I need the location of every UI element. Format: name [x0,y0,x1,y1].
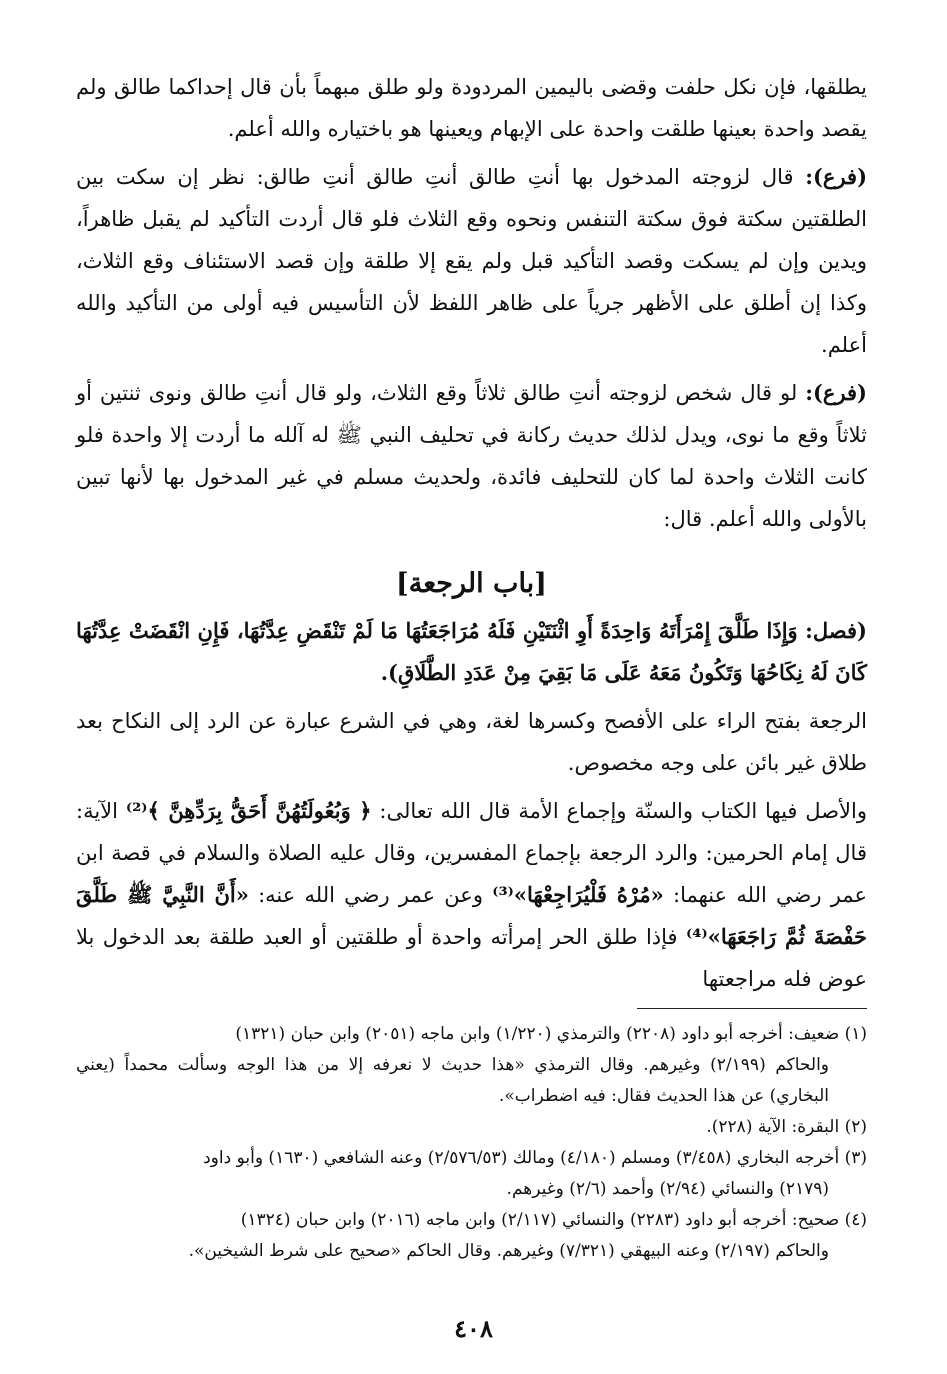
quran-verse: ﴿ وَبُعُولَتُهُنَّ أَحَقُّ بِرَدِّهِنَّ ﴾⁽²⁾ [125,798,372,823]
definition-text: الرجعة بفتح الراء على الأفصح وكسرها لغة، وهي في الشرع عبارة عن الرد إلى النكاح بعد طلاق غير بائن على وجه مخصوص. [76,709,867,775]
paragraph-1-text: يطلقها، فإن نكل حلفت وقضى باليمين المردودة ولو طلق مبهماً بأن قال إحداكما طالق ولم يقصد واحدة بعينها طلقت واحدة على الإبهام ويعينها هو باختياره والله أعلم. [76,75,867,141]
paragraph-far-1 [76,156,867,366]
paragraph-1 [76,66,867,150]
evidence-text-b: الآية: قال إمام الحرمين: والرد الرجعة بإجماع المفسرين، وقال عليه الصلاة والسلام في قصة ابن عمر رضي الله عنهما: [76,799,867,907]
footnote-2 [76,1112,867,1143]
footnote-line: (١) ضعيف: أخرجه أبو داود (٢٢٠٨) والترمذي (١/٢٢٠) وابن ماجه (٢٠٥١) وابن حبان (١٣٢١) [235,1024,867,1044]
footnote-continuation: والحاكم (٢/١٩٧) وعنه البيهقي (٧/٣٢١) وغيرهم. وقال الحاكم «صحيح على شرط الشيخين». [188,1241,829,1261]
hadith-quote-2: «أَنَّ النَّبِيَّ ﷺ طَلَّقَ حَفْصَةَ ثُمَّ رَاجَعَهَا»⁽⁴⁾ [76,882,867,949]
paragraph-far-2 [76,372,867,540]
footnote-4 [76,1205,867,1267]
footnote-continuation: (٢١٧٩) والنسائي (٢/٩٤) وأحمد (٢/٦) وغيرهم. [506,1179,829,1199]
footnote-line: (٢) البقرة: الآية (٢٢٨). [706,1117,867,1137]
far-text: لو قال شخص لزوجته أنتِ طالق ثلاثاً وقع الثلاث، ولو قال أنتِ طالق ونوى ثنتين أو ثلاثاً وقع ما نوى، ويدل لذلك حديث ركانة في تحليف النبي ﷺ له آلله ما أردت إلا واحدة فلو كانت الثلاث واحدة لما كان للتحليف فائدة، ولحديث مسلم في غير المدخول بها لأنها تبين بالأولى والله أعلم. قال: [76,381,867,531]
fasl-text: وَإِذَا طَلَّقَ إِمْرَأَتَهُ وَاحِدَةً أَوِ اثْنَتَيْنِ فَلَهُ مُرَاجَعَتُهَا مَا لَمْ تَنْقَضِ عِدَّتُهَا، فَإِنِ انْقَضَتْ عِدَّتُهَا كَانَ لَهُ نِكَاحُهَا وَتَكُونُ مَعَهُ عَلَى مَا بَقِيَ مِنْ عَدَدِ الطَّلَاقِ). [76,618,867,685]
paragraph-evidence [76,790,867,1000]
far-label: (فرع): [805,164,867,189]
far-text: قال لزوجته المدخول بها أنتِ طالق أنتِ طالق أنتِ طالق: نظر إن سكت بين الطلقتين سكتة فوق سكتة التنفس ونحوه وقع الثلاث فلو قال أردت التأكيد لم يقبل ظاهراً، ويدين وإن لم يسكت وقصد التأكيد قبل ولم يقع إلا طلقة وإن قصد الاستئناف وقع الثلاث، وكذا إن أطلق على الأظهر جرياً على ظاهر اللفظ لأن التأسيس فيه أولى من التأكيد والله أعلم. [76,165,867,357]
chapter-title: [باب الرجعة] [396,568,547,599]
footnote-1 [76,1019,867,1112]
far-label: (فرع): [805,380,867,405]
page-number: ٤٠٨ [454,1314,493,1343]
footnote-divider [637,1008,867,1009]
footnotes [76,1019,867,1267]
footnote-continuation: والحاكم (٢/١٩٩) وغيرهم. وقال الترمذي «هذا حديث لا نعرفه إلا من هذا الوجه وسألت محمداً (يعني البخاري) عن هذا الحديث فقال: فيه اضطراب». [76,1055,829,1106]
evidence-text-a: والأصل فيها الكتاب والسنّة وإجماع الأمة قال الله تعالى: [379,799,867,823]
evidence-text-c: وعن عمر رضي الله عنه: [258,883,483,907]
main-text [76,66,867,1000]
fasl-matn [76,610,867,694]
footnote-line: (٣) أخرجه البخاري (٣/٤٥٨) ومسلم (٤/١٨٠) ومالك (٢/٥٧٦/٥٣) وعنه الشافعي (١٦٣٠) وأبو داود [203,1148,867,1168]
footnote-line: (٤) صحيح: أخرجه أبو داود (٢٢٨٣) والنسائي (٢/١١٧) وابن ماجه (٢٠١٦) وابن حبان (١٣٢٤) [240,1210,867,1230]
fasl-label: (فصل: [805,618,867,643]
evidence-text-d: فإذا طلق الحر إمرأته واحدة أو طلقتين أو العبد طلقة بعد الدخول بلا عوض فله مراجعتها [76,925,867,991]
paragraph-definition [76,700,867,784]
footnote-3 [76,1143,867,1205]
hadith-quote-1: «مُرْهُ فَلْيُرَاجِعْهَا»⁽³⁾ [492,882,664,907]
